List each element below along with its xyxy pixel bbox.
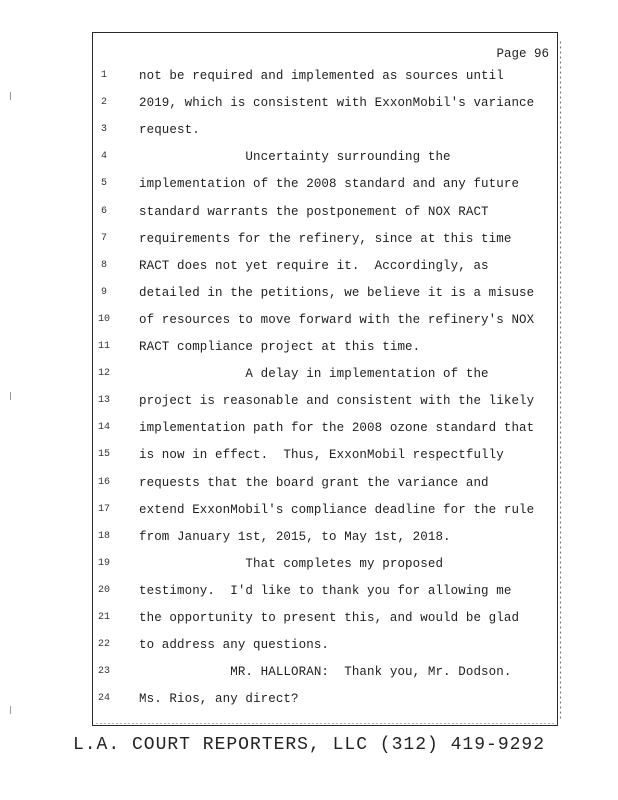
line-number: 10: [97, 313, 110, 325]
margin-mark: [10, 92, 14, 100]
line-number: 11: [97, 341, 110, 352]
line-text: project is reasonable and consistent with the likely: [139, 394, 535, 409]
transcript-line: [93, 446, 559, 464]
line-text: 2019, which is consistent with ExxonMobil's variance: [139, 96, 535, 111]
transcript-line: [93, 501, 559, 519]
transcript-line: [93, 311, 559, 329]
line-number: 21: [97, 612, 110, 623]
line-number: 17: [97, 503, 110, 515]
line-text: extend ExxonMobil's compliance deadline for the rule: [139, 502, 535, 517]
line-text: detailed in the petitions, we believe it is a misuse: [139, 285, 535, 300]
transcript-line: [93, 419, 559, 437]
transcript-line: [93, 690, 559, 708]
line-text: from January 1st, 2015, to May 1st, 2018.: [139, 529, 451, 544]
line-text: RACT does not yet require it. Accordingly, as: [139, 258, 489, 273]
transcript-line: [93, 175, 559, 193]
line-text: not be required and implemented as sources until: [139, 69, 504, 83]
line-text: A delay in implementation of the: [139, 367, 489, 382]
line-text: requirements for the refinery, since at this time: [139, 231, 512, 246]
transcript-line: [93, 663, 559, 681]
line-number: 8: [100, 259, 107, 271]
transcript-line: [93, 582, 559, 600]
line-text: implementation of the 2008 standard and any future: [139, 177, 520, 192]
line-number: 13: [97, 395, 110, 407]
line-text: That completes my proposed: [139, 556, 444, 571]
line-number: 9: [100, 286, 107, 298]
line-number: 14: [97, 422, 110, 434]
line-text: requests that the board grant the variance and: [139, 475, 489, 490]
transcript-line: [93, 94, 559, 112]
line-number: 19: [97, 557, 110, 569]
line-text: to address any questions.: [139, 638, 330, 653]
transcript-line: [93, 338, 559, 356]
transcript-line: [93, 555, 559, 573]
page-number: Page 96: [496, 47, 549, 61]
bottom-dotted-border: [95, 722, 555, 725]
transcript-line: [93, 365, 559, 383]
line-number: 4: [100, 151, 107, 163]
line-number: 24: [97, 693, 110, 705]
transcript-line: [93, 121, 559, 139]
line-number: 2: [100, 97, 107, 109]
line-text: MR. HALLORAN: Thank you, Mr. Dodson.: [139, 665, 512, 680]
transcript-line: [93, 284, 559, 302]
line-text: the opportunity to present this, and would be glad: [139, 611, 520, 625]
line-text: standard warrants the postponement of NOX RACT: [139, 204, 489, 219]
line-text: request.: [139, 123, 200, 138]
court-reporter-footer: L.A. COURT REPORTERS, LLC (312) 419-9292: [72, 735, 546, 755]
transcript-line: [93, 67, 559, 85]
line-number: 6: [100, 205, 107, 217]
line-text: Ms. Rios, any direct?: [139, 692, 299, 707]
margin-mark: [10, 706, 14, 714]
line-text: testimony. I'd like to thank you for allowing me: [139, 583, 512, 598]
line-number: 23: [97, 666, 110, 678]
transcript-line: [93, 203, 559, 221]
right-dotted-border: [559, 40, 562, 720]
line-number: 18: [97, 530, 110, 542]
transcript-line: [93, 257, 559, 275]
line-text: Uncertainty surrounding the: [139, 150, 451, 165]
line-number: 5: [100, 178, 107, 190]
transcript-line: [93, 474, 559, 492]
transcript-line: [93, 392, 559, 410]
line-text: is now in effect. Thus, ExxonMobil respectfully: [139, 448, 504, 463]
transcript-line: [93, 528, 559, 546]
line-text: RACT compliance project at this time.: [139, 340, 421, 354]
line-number: 7: [100, 232, 107, 244]
line-number: 22: [97, 639, 110, 651]
line-text: of resources to move forward with the refinery's NOX: [139, 312, 535, 327]
line-number: 20: [97, 584, 110, 596]
line-number: 16: [97, 476, 110, 488]
line-text: implementation path for the 2008 ozone standard that: [139, 421, 535, 436]
transcript-line: [93, 148, 559, 166]
line-number: 1: [100, 70, 107, 81]
margin-mark: [10, 392, 14, 400]
line-number: 12: [97, 368, 110, 380]
transcript-page: [92, 32, 558, 726]
transcript-line: [93, 609, 559, 627]
line-number: 15: [97, 449, 110, 461]
transcript-line: [93, 230, 559, 248]
line-number: 3: [100, 124, 107, 136]
transcript-line: [93, 636, 559, 654]
